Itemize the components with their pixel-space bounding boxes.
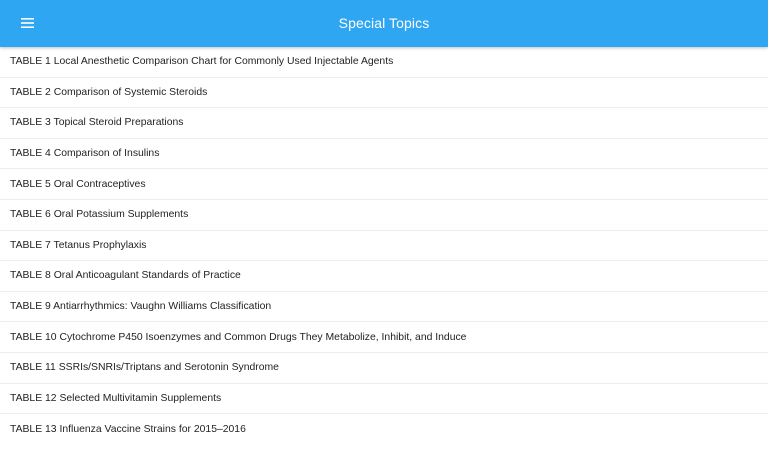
list-item-table-5[interactable] [0,169,768,200]
list-item-table-13[interactable] [0,414,768,445]
list-item-label: TABLE 9 Antiarrhythmics: Vaughn Williams Classification [10,301,272,313]
list-item-label: TABLE 13 Influenza Vaccine Strains for 2015–2016 [10,423,246,435]
special-topics-list [0,47,768,445]
list-item-table-3[interactable] [0,108,768,139]
list-item-table-2[interactable] [0,78,768,109]
list-item-table-8[interactable] [0,261,768,292]
list-item-table-11[interactable] [0,353,768,384]
list-item-table-9[interactable] [0,292,768,323]
list-item-label: TABLE 7 Tetanus Prophylaxis [10,239,147,251]
list-item-label: TABLE 6 Oral Potassium Supplements [10,209,189,221]
page-title: Special Topics [338,15,430,31]
list-item-label: TABLE 11 SSRIs/SNRIs/Triptans and Serotonin Syndrome [10,362,279,374]
list-item-label: TABLE 1 Local Anesthetic Comparison Chart for Commonly Used Injectable Agents [10,56,394,68]
list-item-label: TABLE 3 Topical Steroid Preparations [10,117,184,129]
list-item-label: TABLE 5 Oral Contraceptives [10,178,146,190]
list-item-table-12[interactable] [0,384,768,415]
list-item-label: TABLE 12 Selected Multivitamin Supplements [10,392,222,404]
list-item-table-7[interactable] [0,231,768,262]
list-item-label: TABLE 8 Oral Anticoagulant Standards of Practice [10,270,241,282]
list-item-label: TABLE 2 Comparison of Systemic Steroids [10,86,208,98]
list-item-table-1[interactable] [0,47,768,78]
list-item-table-4[interactable] [0,139,768,170]
list-item-table-10[interactable] [0,322,768,353]
app-bar [0,0,768,47]
list-item-table-6[interactable] [0,200,768,231]
list-item-label: TABLE 10 Cytochrome P450 Isoenzymes and Common Drugs They Metabolize, Inhibit, and Induce [10,331,467,343]
list-item-label: TABLE 4 Comparison of Insulins [10,148,160,160]
